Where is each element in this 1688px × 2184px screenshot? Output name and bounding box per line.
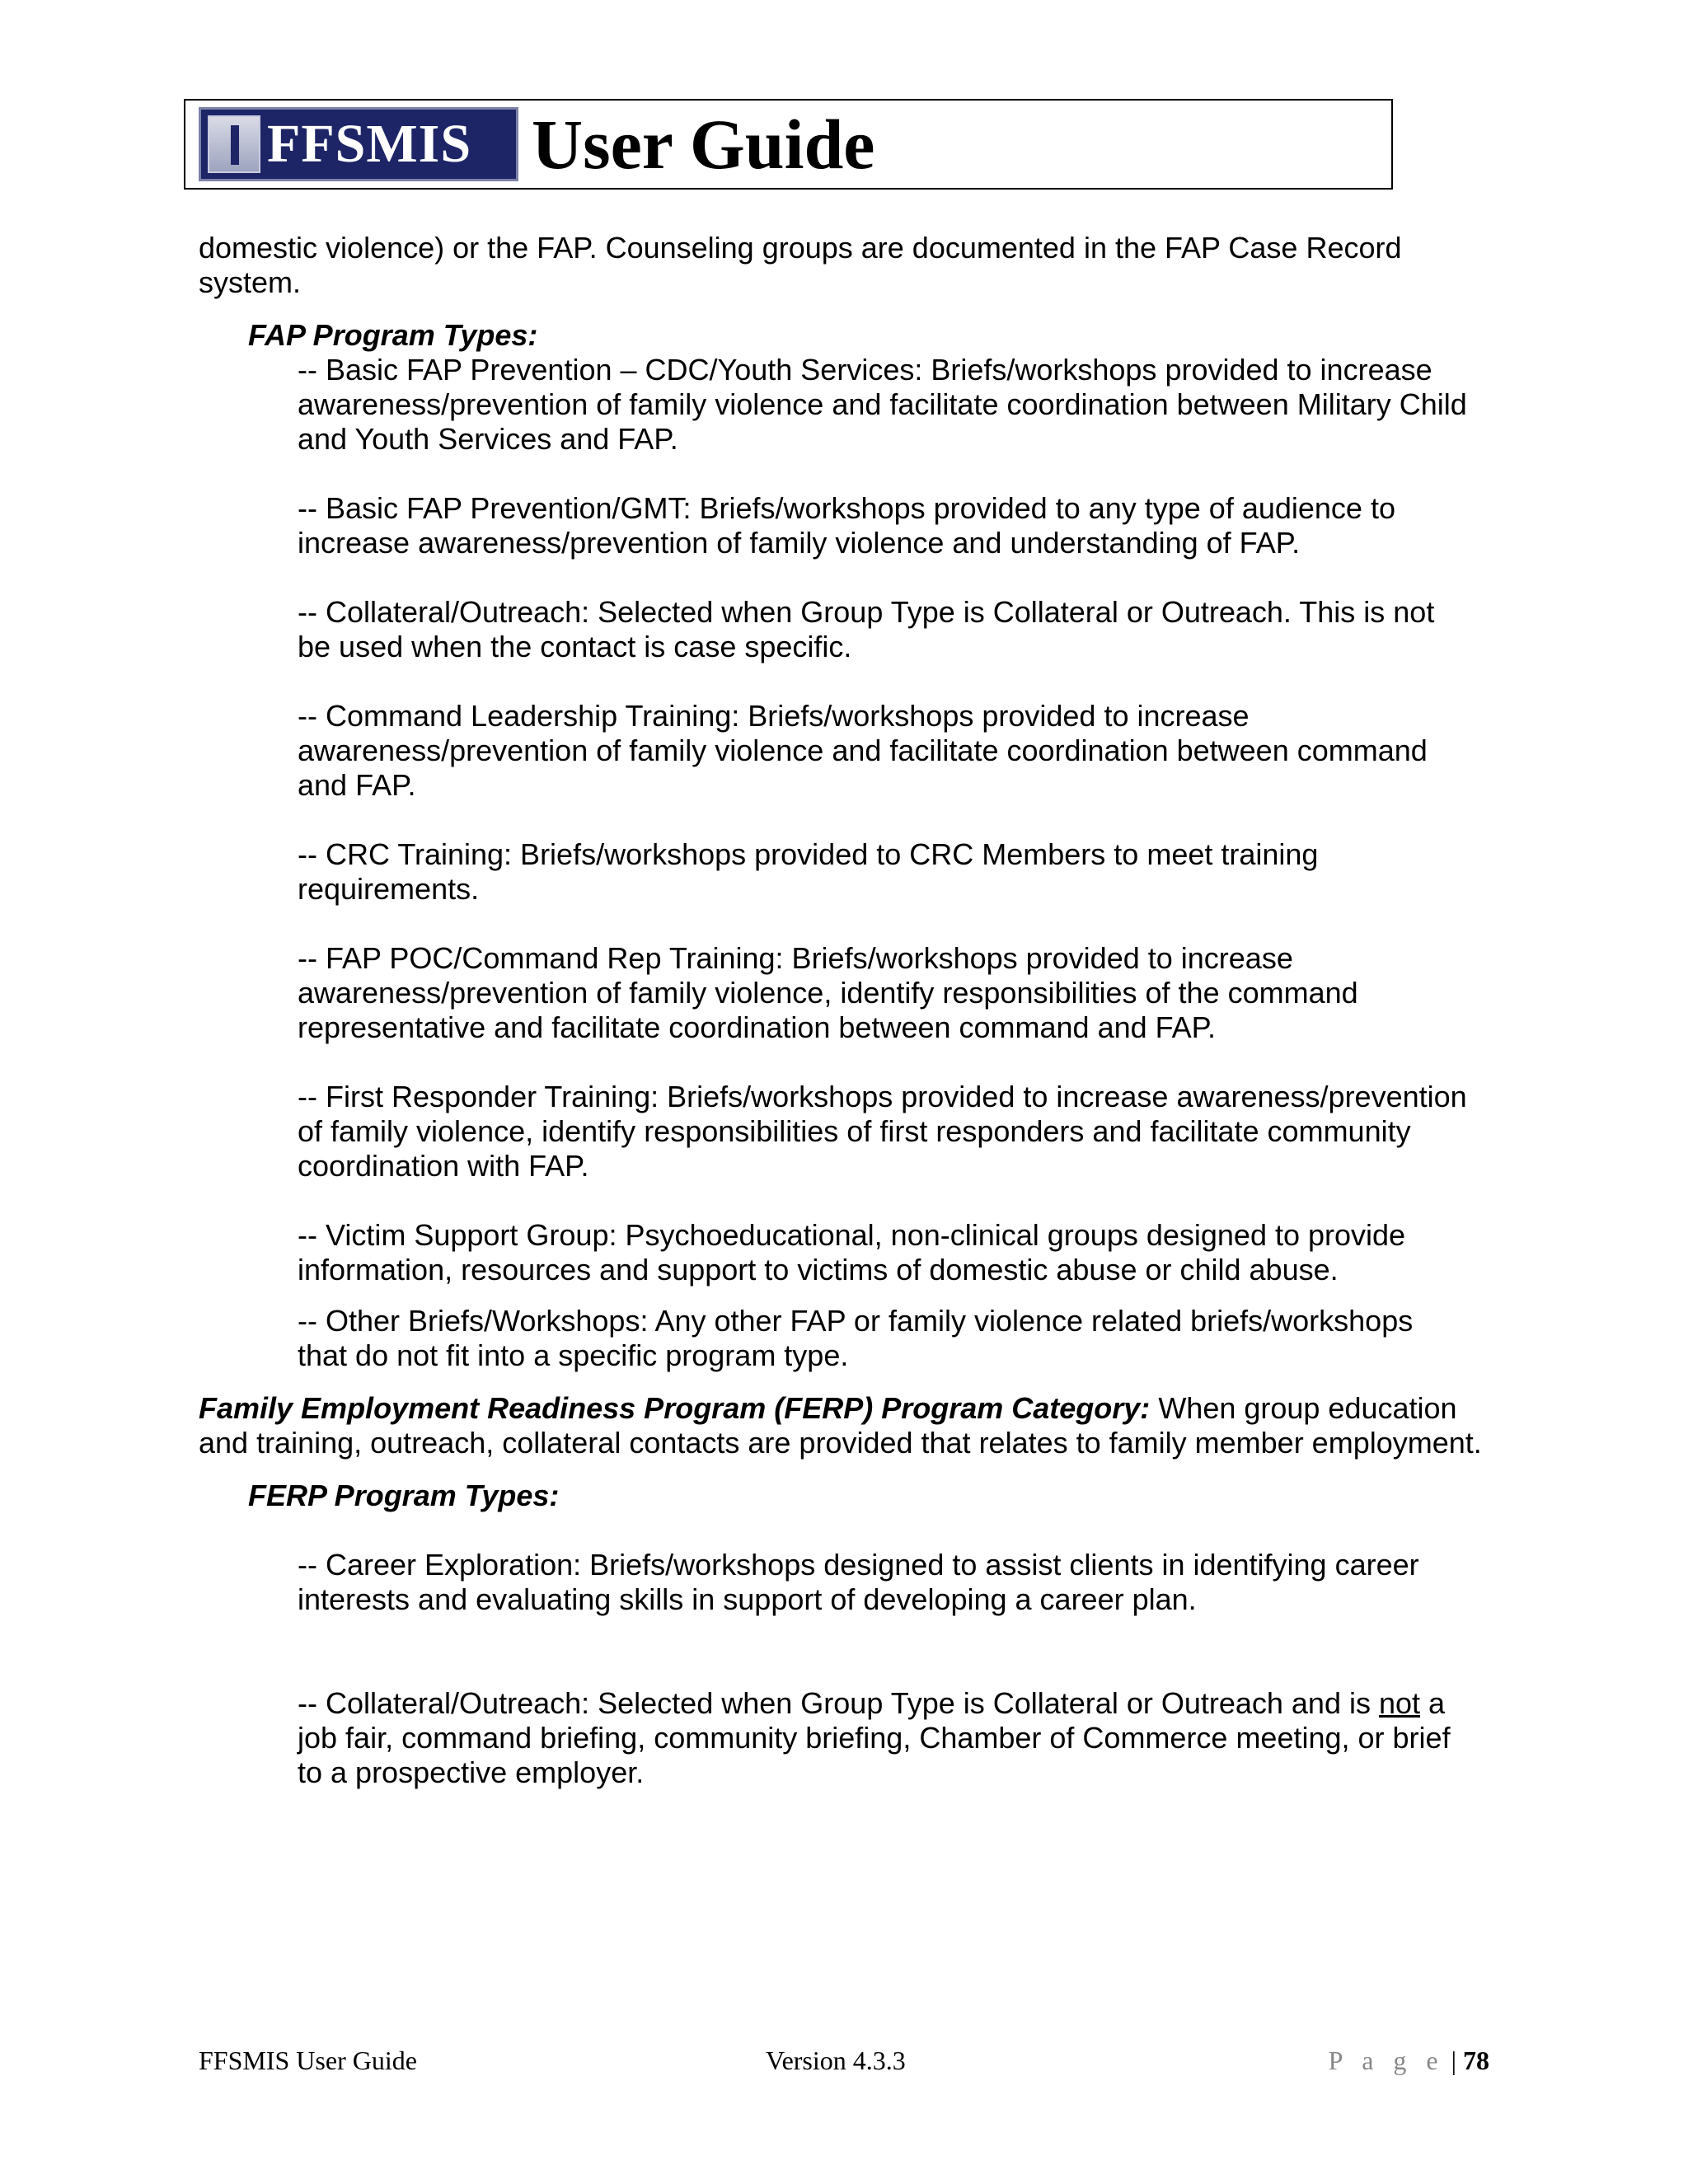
lighthouse-icon bbox=[208, 115, 260, 173]
fap-item-victim-support: -- Victim Support Group: Psychoeducational, non-clinical groups designed to provide information, resources and support to victims of domestic abuse or child abuse. bbox=[298, 1218, 1406, 1286]
intro-paragraph: domestic violence) or the FAP. Counseling groups are documented in the FAP Case Record system. bbox=[199, 231, 1402, 299]
ferp-category-heading: Family Employment Readiness Program (FERP) Program Category: bbox=[199, 1391, 1151, 1425]
header-title: User Guide bbox=[532, 105, 875, 184]
fap-item-first-responder: -- First Responder Training: Briefs/workshops provided to increase awareness/prevention of family violence, identify responsibilities of first responders and facilitate community coordination with FAP. bbox=[298, 1080, 1467, 1183]
page-footer bbox=[199, 2046, 1489, 2082]
ferp-collateral-text-start: -- Collateral/Outreach: Selected when Group Type is Collateral or Outreach and is bbox=[298, 1686, 1379, 1720]
ferp-collateral-text-end: a job fair, command briefing, community briefing, Chamber of Commerce meeting, or brief to a prospective employer. bbox=[298, 1686, 1451, 1789]
fap-item-basic-gmt: -- Basic FAP Prevention/GMT: Briefs/workshops provided to any type of audience to increase awareness/prevention of family violence and understanding of FAP. bbox=[298, 491, 1395, 560]
fap-item-command-leadership: -- Command Leadership Training: Briefs/workshops provided to increase awareness/prevention of family violence and facilitate coordination between command and FAP. bbox=[298, 699, 1428, 802]
footer-page-separator: | bbox=[1451, 2046, 1456, 2075]
footer-page-number: 78 bbox=[1463, 2046, 1489, 2075]
document-body bbox=[199, 231, 1501, 1790]
footer-page bbox=[1329, 2046, 1489, 2076]
page-header bbox=[184, 99, 1393, 190]
ferp-collateral-emphasis: not bbox=[1378, 1686, 1421, 1720]
fap-item-basic-cdc: -- Basic FAP Prevention – CDC/Youth Services: Briefs/workshops provided to increase awareness/prevention of family violence and facilitate coordination between Military Child and Youth Services and FAP. bbox=[298, 353, 1467, 456]
ferp-program-types-heading: FERP Program Types: bbox=[248, 1479, 560, 1512]
fap-item-crc-training: -- CRC Training: Briefs/workshops provided to CRC Members to meet training requirements. bbox=[298, 837, 1319, 906]
footer-version: Version 4.3.3 bbox=[766, 2046, 906, 2075]
fap-program-types-heading: FAP Program Types: bbox=[248, 318, 538, 352]
fap-item-collateral-outreach: -- Collateral/Outreach: Selected when Group Type is Collateral or Outreach. This is not be used when the contact is case specific. bbox=[298, 595, 1435, 663]
footer-page-label: P a g e bbox=[1328, 2046, 1445, 2075]
fap-item-other-briefs: -- Other Briefs/Workshops: Any other FAP or family violence related briefs/workshops that do not fit into a specific program type. bbox=[298, 1304, 1414, 1372]
footer-guide-name: FFSMIS User Guide bbox=[199, 2046, 417, 2075]
logo-text: FFSMIS bbox=[267, 114, 472, 174]
ferp-category-text: When group education and training, outreach, collateral contacts are provided that relates to family member employment. bbox=[199, 1391, 1482, 1460]
ferp-item-career-exploration: -- Career Exploration: Briefs/workshops designed to assist clients in identifying career interests and evaluating skills in support of developing a career plan. bbox=[298, 1548, 1419, 1616]
ferp-item-collateral-outreach bbox=[298, 1686, 1468, 1790]
ferp-category-paragraph bbox=[199, 1391, 1484, 1460]
ffsmis-logo bbox=[199, 107, 518, 181]
fap-item-poc-command-rep: -- FAP POC/Command Rep Training: Briefs/workshops provided to increase awareness/prevention of family violence, identify responsibilities of the command representative and facilitate coordination between command and FAP. bbox=[298, 941, 1358, 1044]
